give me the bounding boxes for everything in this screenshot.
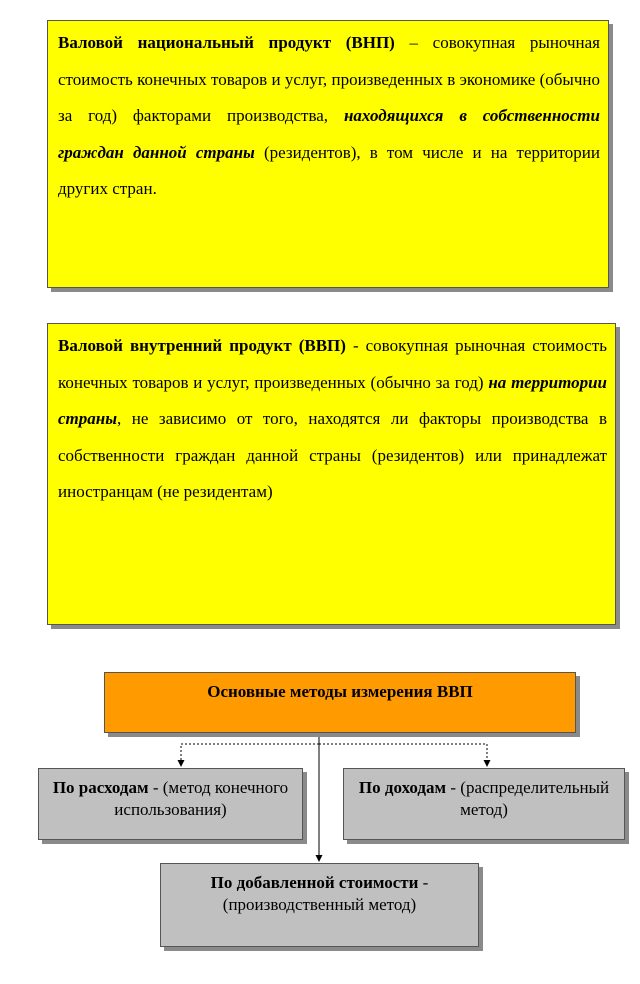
methods-title: Основные методы измерения ВВП bbox=[207, 682, 473, 701]
gdp-term: Валовой внутренний продукт (ВВП) bbox=[58, 336, 346, 355]
method-value-added-desc: - (производственный метод) bbox=[222, 873, 429, 914]
method-income-desc: - (распределительный метод) bbox=[446, 778, 610, 819]
gnp-emphasis: находящихся в собственности граждан данной страны bbox=[58, 106, 600, 162]
connector-right-arrow bbox=[319, 744, 487, 766]
method-income-name: По доходам bbox=[358, 778, 447, 797]
method-value-added-box bbox=[160, 863, 479, 947]
method-expenditure-box bbox=[38, 768, 303, 840]
gnp-term: Валовой национальный продукт (ВНП) bbox=[58, 33, 395, 52]
gdp-emphasis: на территории страны bbox=[58, 372, 607, 428]
gnp-text-1: – совокупная рыночная стоимость конечных товаров и услуг, произведенных в экономике (обычно за год) факторами производства, bbox=[58, 33, 600, 125]
method-expenditure-desc: - (метод конечного использования) bbox=[114, 778, 289, 819]
connector-left-arrow bbox=[181, 744, 319, 766]
method-value-added-name: По добавленной стоимости bbox=[210, 873, 419, 892]
methods-title-box bbox=[104, 672, 576, 733]
method-income-box bbox=[343, 768, 625, 840]
gdp-text-1: - совокупная рыночная стоимость конечных товаров и услуг, произведенных (обычно за год) bbox=[58, 336, 608, 392]
gdp-text-2: , не зависимо от того, находятся ли факторы производства в собственности граждан данной страны (резидентов) или принадлежат иностранцам (не резидентам) bbox=[58, 409, 607, 501]
gnp-text-2: (резидентов), в том числе и на территории других стран. bbox=[58, 142, 600, 198]
method-expenditure-name: По расходам bbox=[52, 778, 149, 797]
